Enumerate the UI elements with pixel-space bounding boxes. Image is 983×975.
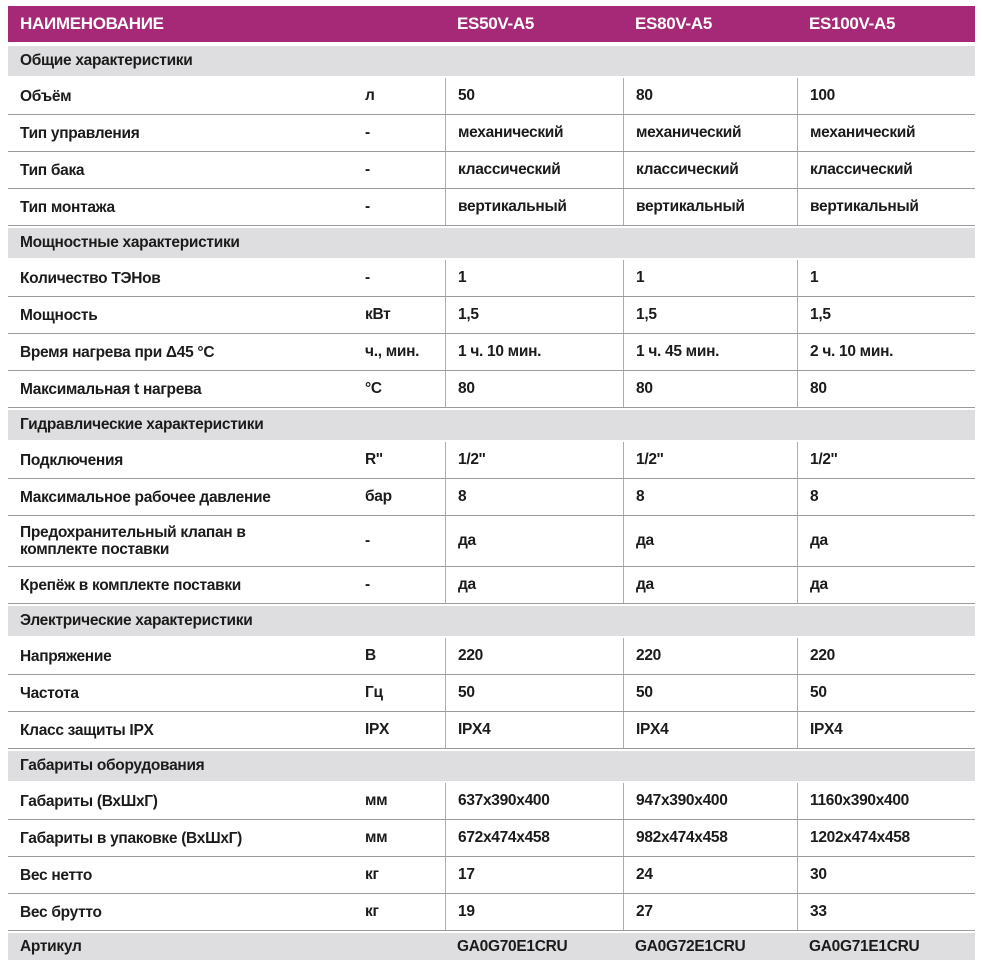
spec-name: Тип управления <box>20 124 140 142</box>
section-title: Электрические характеристики <box>20 612 253 629</box>
table-row <box>8 334 975 371</box>
spec-value-es80v: 24 <box>623 857 797 893</box>
spec-value-es100v: 1,5 <box>797 297 975 333</box>
table-body <box>8 46 975 931</box>
section-title: Общие характеристики <box>20 52 193 69</box>
spec-unit: - <box>365 198 370 215</box>
table-row <box>8 820 975 857</box>
spec-name: Максимальная t нагрева <box>20 380 202 398</box>
spec-value-es100v: классический <box>797 152 975 188</box>
spec-name: Тип бака <box>20 161 85 179</box>
table-row <box>8 516 975 567</box>
table-row <box>8 442 975 479</box>
spec-name: Крепёж в комплекте поставки <box>20 576 242 594</box>
spec-unit: мм <box>365 792 388 809</box>
table-row <box>8 152 975 189</box>
spec-unit: - <box>365 124 370 141</box>
spec-value-es80v: 1,5 <box>623 297 797 333</box>
spec-value-es50v: механический <box>445 115 623 151</box>
table-row <box>8 115 975 152</box>
spec-value-es100v: да <box>797 516 975 566</box>
spec-unit: кг <box>365 866 379 883</box>
spec-value-es50v: 17 <box>445 857 623 893</box>
section-header-row <box>8 751 975 781</box>
spec-value-es80v: 982x474x458 <box>623 820 797 856</box>
spec-name: Класс защиты IPX <box>20 721 154 739</box>
spec-value-es50v: 19 <box>445 894 623 930</box>
spec-unit: ч., мин. <box>365 343 420 360</box>
spec-name: Подключения <box>20 451 123 469</box>
spec-value-es50v: 80 <box>445 371 623 407</box>
spec-value-es80v: да <box>623 516 797 566</box>
spec-value-es100v: 1202x474x458 <box>797 820 975 856</box>
table-row <box>8 638 975 675</box>
table-row <box>8 894 975 931</box>
spec-name: Максимальное рабочее давление <box>20 488 271 506</box>
spec-unit: - <box>365 269 370 286</box>
table-row <box>8 78 975 115</box>
spec-value-es80v: 50 <box>623 675 797 711</box>
header-model-es50v: ES50V-A5 <box>457 14 534 33</box>
spec-value-es100v: 33 <box>797 894 975 930</box>
spec-unit: - <box>365 161 370 178</box>
spec-value-es100v: 2 ч. 10 мин. <box>797 334 975 370</box>
spec-value-es80v: 80 <box>623 371 797 407</box>
spec-value-es50v: 637x390x400 <box>445 783 623 819</box>
spec-name: Габариты в упаковке (ВхШхГ) <box>20 829 243 847</box>
table-row <box>8 783 975 820</box>
spec-name: Габариты (ВхШхГ) <box>20 792 158 810</box>
spec-unit: бар <box>365 488 392 505</box>
spec-value-es50v: 50 <box>445 675 623 711</box>
section-header-row <box>8 410 975 440</box>
spec-name: Объём <box>20 87 72 105</box>
spec-table <box>8 6 975 960</box>
spec-unit: мм <box>365 829 388 846</box>
spec-value-es100v: 50 <box>797 675 975 711</box>
spec-value-es80v: 947x390x400 <box>623 783 797 819</box>
spec-unit: кг <box>365 903 379 920</box>
spec-unit: R'' <box>365 451 383 468</box>
table-row <box>8 260 975 297</box>
spec-value-es100v: 30 <box>797 857 975 893</box>
spec-value-es100v: вертикальный <box>797 189 975 225</box>
table-row <box>8 567 975 604</box>
spec-value-es100v: IPX4 <box>797 712 975 748</box>
header-model-es80v: ES80V-A5 <box>635 14 712 33</box>
header-name-column: НАИМЕНОВАНИЕ <box>20 14 164 33</box>
spec-value-es100v: 220 <box>797 638 975 674</box>
spec-value-es100v: 1 <box>797 260 975 296</box>
section-title: Гидравлические характеристики <box>20 416 264 433</box>
spec-value-es50v: IPX4 <box>445 712 623 748</box>
spec-value-es50v: 220 <box>445 638 623 674</box>
spec-name: Вес нетто <box>20 866 93 884</box>
spec-value-es80v: 1 ч. 45 мин. <box>623 334 797 370</box>
spec-value-es50v: 8 <box>445 479 623 515</box>
spec-name: Количество ТЭНов <box>20 269 161 287</box>
artikul-value-es80v: GA0G72E1CRU <box>635 937 746 955</box>
spec-name: Напряжение <box>20 647 112 665</box>
spec-value-es100v: 8 <box>797 479 975 515</box>
spec-value-es80v: классический <box>623 152 797 188</box>
table-row <box>8 712 975 749</box>
spec-value-es50v: 1,5 <box>445 297 623 333</box>
spec-value-es80v: 27 <box>623 894 797 930</box>
artikul-row <box>8 933 975 960</box>
header-model-es100v: ES100V-A5 <box>809 14 896 33</box>
spec-unit: - <box>365 576 370 593</box>
spec-value-es50v: да <box>445 567 623 603</box>
spec-value-es80v: 8 <box>623 479 797 515</box>
spec-value-es50v: 1 <box>445 260 623 296</box>
spec-value-es100v: 100 <box>797 78 975 114</box>
spec-value-es50v: да <box>445 516 623 566</box>
spec-unit: °C <box>365 380 382 397</box>
spec-value-es80v: механический <box>623 115 797 151</box>
spec-value-es80v: 1/2'' <box>623 442 797 478</box>
section-header-row <box>8 606 975 636</box>
section-header-row <box>8 228 975 258</box>
spec-value-es50v: вертикальный <box>445 189 623 225</box>
spec-value-es50v: 50 <box>445 78 623 114</box>
spec-value-es80v: 220 <box>623 638 797 674</box>
table-row <box>8 297 975 334</box>
table-row <box>8 371 975 408</box>
spec-unit: л <box>365 87 375 104</box>
section-title: Габариты оборудования <box>20 757 205 774</box>
spec-value-es80v: 80 <box>623 78 797 114</box>
table-row <box>8 857 975 894</box>
section-title: Мощностные характеристики <box>20 234 240 251</box>
artikul-label: Артикул <box>20 937 82 955</box>
artikul-value-es100v: GA0G71E1CRU <box>809 937 920 955</box>
spec-unit: В <box>365 647 376 664</box>
spec-name: Вес брутто <box>20 903 102 921</box>
table-row <box>8 189 975 226</box>
spec-value-es100v: 1160x390x400 <box>797 783 975 819</box>
spec-unit: Гц <box>365 684 383 701</box>
spec-name: Предохранительный клапан в комплекте поставки <box>20 524 246 558</box>
table-row <box>8 479 975 516</box>
spec-name: Частота <box>20 684 79 702</box>
spec-unit: IPX <box>365 721 390 738</box>
spec-value-es50v: 672x474x458 <box>445 820 623 856</box>
spec-value-es50v: 1/2'' <box>445 442 623 478</box>
spec-value-es80v: 1 <box>623 260 797 296</box>
table-row <box>8 675 975 712</box>
spec-unit: кВт <box>365 306 391 323</box>
spec-value-es50v: 1 ч. 10 мин. <box>445 334 623 370</box>
spec-value-es100v: 1/2'' <box>797 442 975 478</box>
spec-name: Мощность <box>20 306 98 324</box>
table-header-row <box>8 6 975 42</box>
spec-value-es100v: 80 <box>797 371 975 407</box>
spec-value-es100v: да <box>797 567 975 603</box>
spec-value-es80v: да <box>623 567 797 603</box>
section-header-row <box>8 46 975 76</box>
spec-value-es50v: классический <box>445 152 623 188</box>
spec-value-es80v: вертикальный <box>623 189 797 225</box>
artikul-value-es50v: GA0G70E1CRU <box>457 937 568 955</box>
spec-value-es100v: механический <box>797 115 975 151</box>
spec-name: Время нагрева при Δ45 °C <box>20 343 215 361</box>
spec-name: Тип монтажа <box>20 198 115 216</box>
spec-unit: - <box>365 532 370 549</box>
spec-value-es80v: IPX4 <box>623 712 797 748</box>
